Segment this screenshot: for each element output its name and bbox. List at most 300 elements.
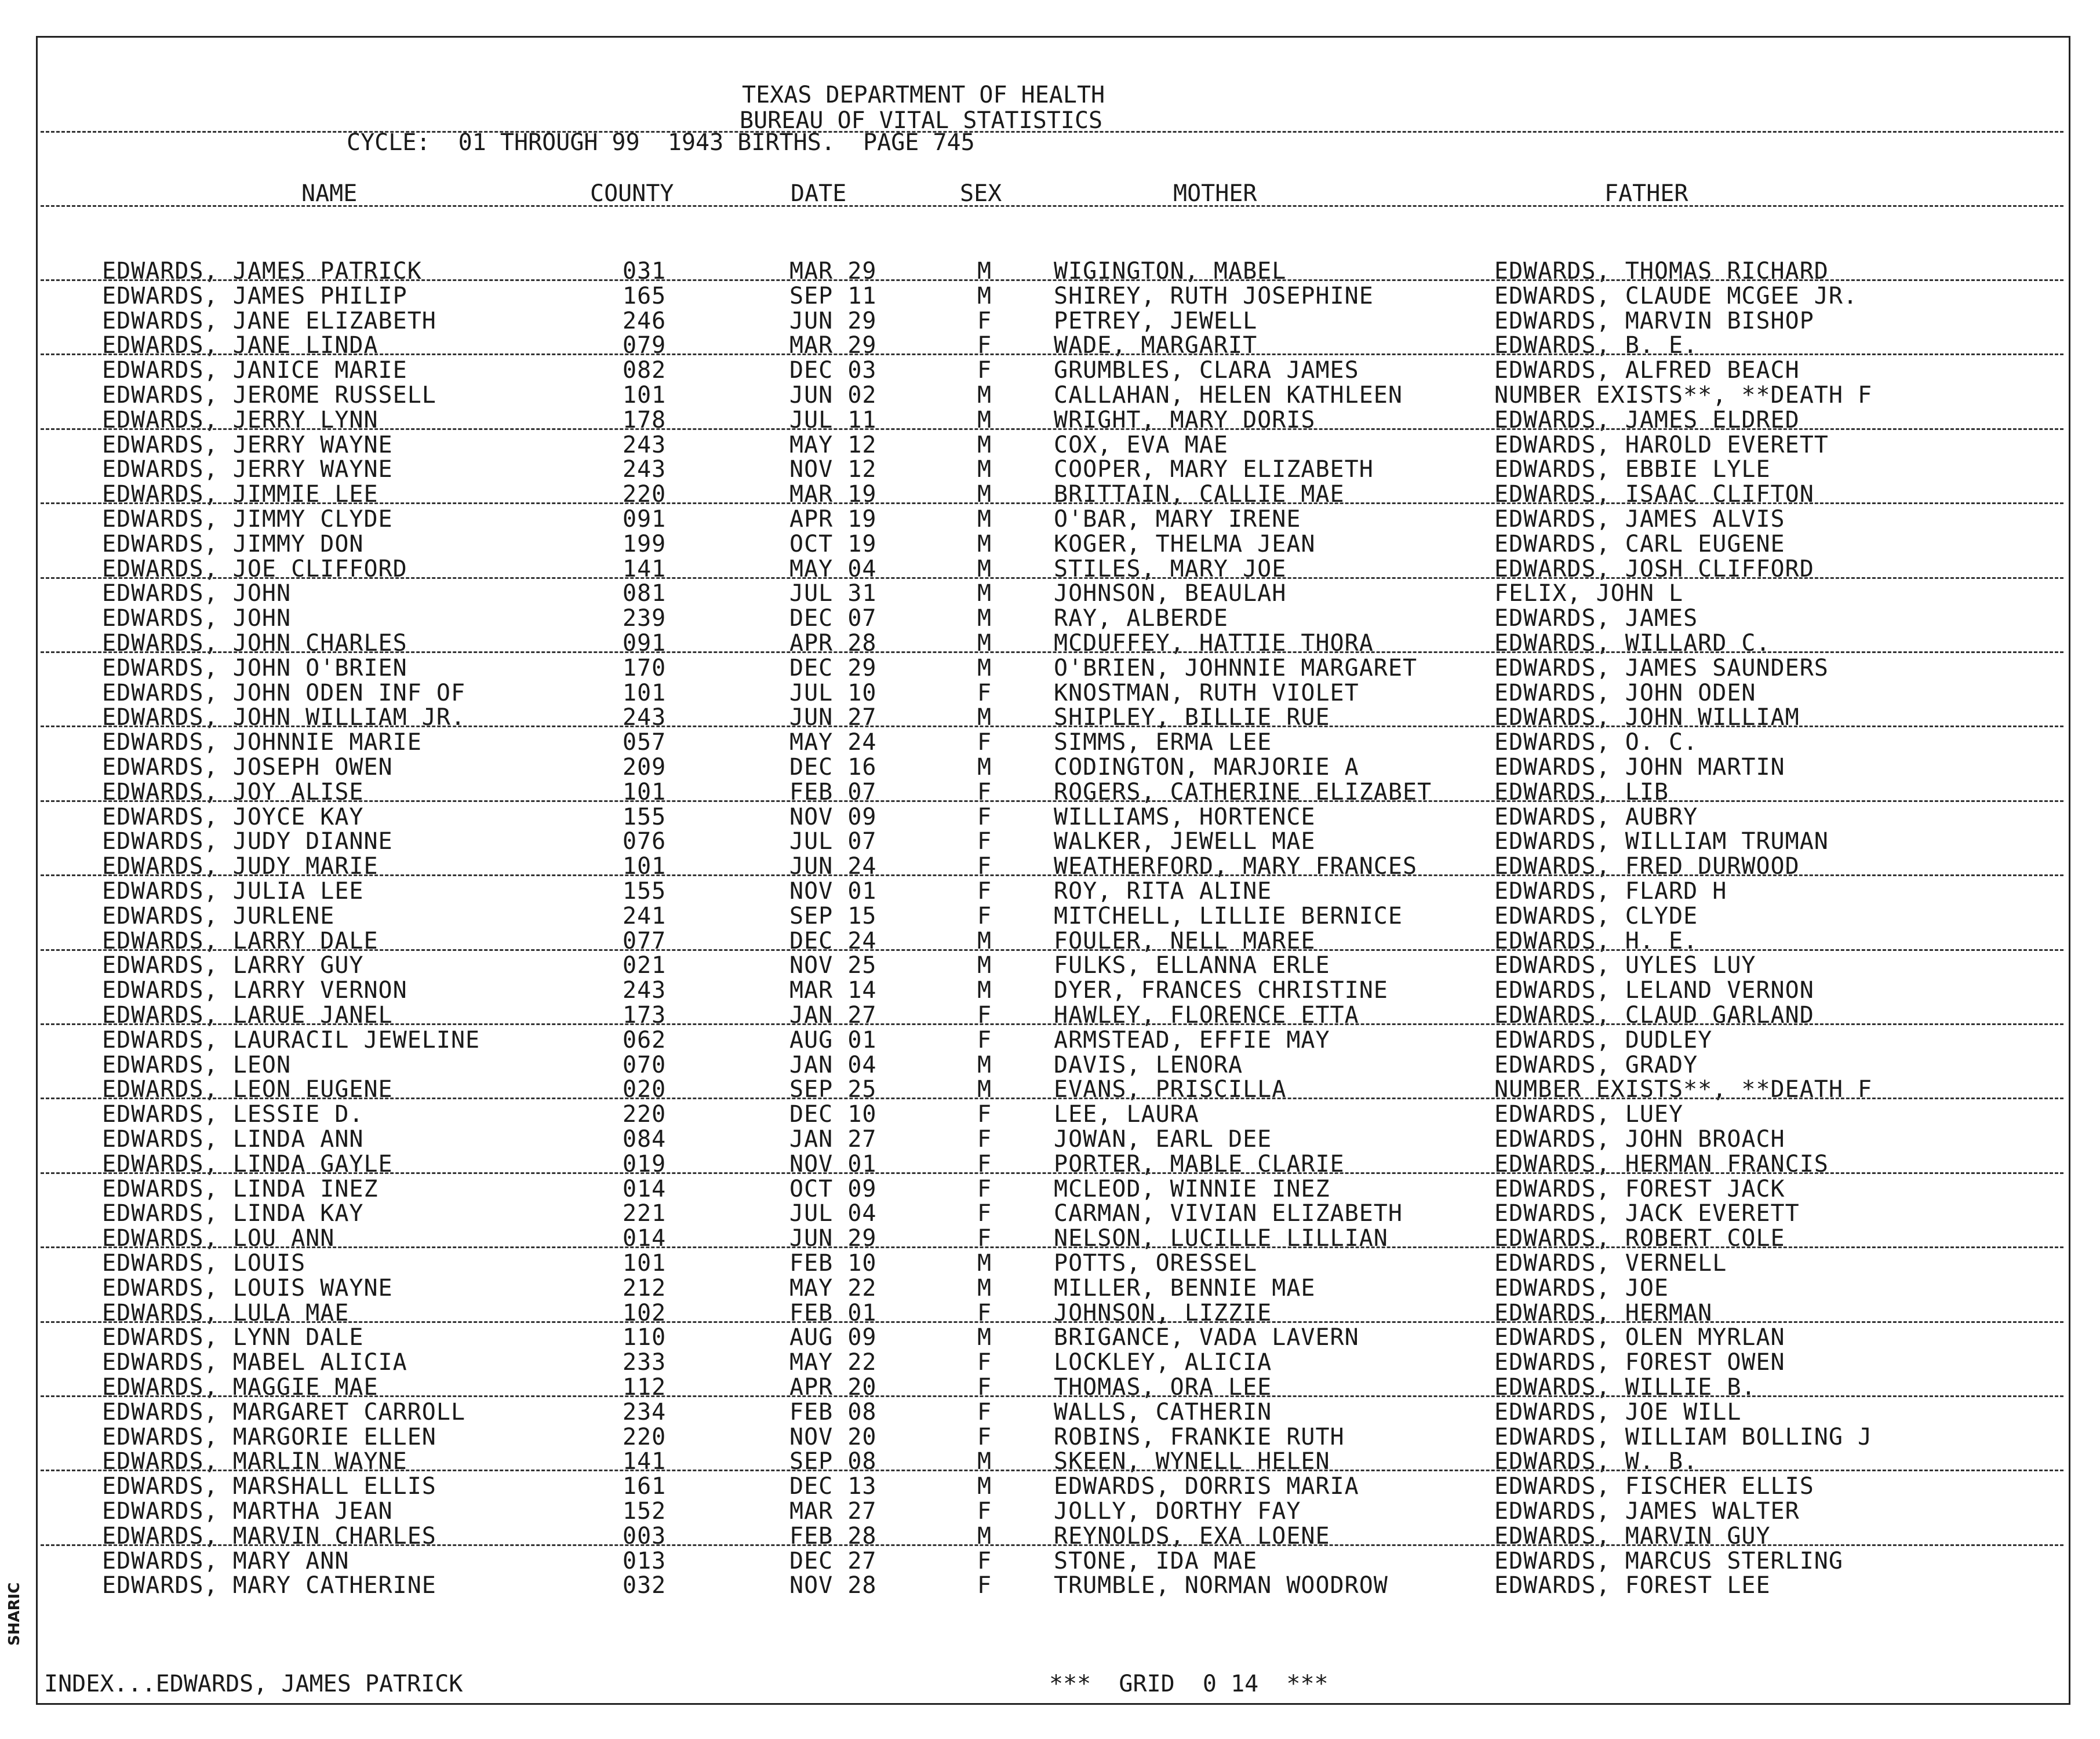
date-cell: JUN 02 [789,382,877,409]
father-cell: EDWARDS, GRADY [1494,1051,1698,1078]
sex-cell: M [977,754,992,781]
sex-cell: M [977,704,992,731]
county-cell: 076 [623,828,667,855]
footer-grid: *** GRID 0 14 *** [1049,1671,1329,1697]
father-cell: EDWARDS, OLEN MYRLAN [1494,1324,1785,1351]
sex-cell: F [977,1398,992,1426]
date-cell: MAY 24 [789,729,877,756]
mother-cell: ROY, RITA ALINE [1054,878,1272,905]
table-row [0,506,2100,532]
row-divider [41,502,2063,504]
name-cell: EDWARDS, JERRY LYNN [102,406,378,433]
county-cell: 070 [623,1051,667,1078]
county-cell: 101 [623,853,667,880]
county-cell: 062 [623,1026,667,1053]
name-cell: EDWARDS, LINDA KAY [102,1200,364,1227]
name-cell: EDWARDS, JAMES PATRICK [102,258,422,285]
date-cell: JUN 29 [789,307,877,334]
date-cell: SEP 11 [789,282,877,309]
date-cell: JUL 10 [789,679,877,706]
father-cell: EDWARDS, JAMES [1494,605,1698,632]
sex-cell: M [977,1250,992,1277]
father-cell: EDWARDS, AUBRY [1494,803,1698,830]
father-cell: EDWARDS, LIB [1494,778,1669,805]
row-divider [41,726,2063,727]
sex-cell: M [977,654,992,681]
name-cell: EDWARDS, LARUE JANEL [102,1002,393,1029]
sex-cell: F [977,1423,992,1450]
name-cell: EDWARDS, JANE ELIZABETH [102,307,436,334]
county-cell: 003 [623,1522,667,1550]
county-cell: 101 [623,1250,667,1277]
county-cell: 091 [623,630,667,657]
date-cell: MAR 14 [789,977,877,1004]
name-cell: EDWARDS, JUDY DIANNE [102,828,393,855]
name-cell: EDWARDS, MARY ANN [102,1547,350,1574]
county-cell: 173 [623,1002,667,1029]
date-cell: MAY 12 [789,431,877,458]
sex-cell: F [977,1572,992,1599]
name-cell: EDWARDS, LESSIE D. [102,1101,364,1128]
mother-cell: EVANS, PRISCILLA [1054,1076,1287,1103]
county-cell: 233 [623,1349,667,1376]
mother-cell: SHIPLEY, BILLIE RUE [1054,704,1330,731]
table-row [0,1573,2100,1598]
date-cell: NOV 28 [789,1572,877,1599]
table-row [0,1275,2100,1301]
mother-cell: COX, EVA MAE [1054,431,1228,458]
county-cell: 031 [623,258,667,285]
mother-cell: WALKER, JEWELL MAE [1054,828,1316,855]
mother-cell: LOCKLEY, ALICIA [1054,1349,1272,1376]
county-cell: 209 [623,754,667,781]
footer-index: INDEX...EDWARDS, JAMES PATRICK [44,1671,463,1697]
name-cell: EDWARDS, LEON [102,1051,292,1078]
sex-cell: F [977,729,992,756]
county-cell: 239 [623,605,667,632]
county-cell: 019 [623,1150,667,1177]
date-cell: DEC 16 [789,754,877,781]
date-cell: MAY 04 [789,555,877,582]
county-cell: 234 [623,1398,667,1426]
sex-cell: F [977,1026,992,1053]
table-row [0,1399,2100,1425]
sex-cell: M [977,406,992,433]
father-cell: EDWARDS, MARVIN GUY [1494,1522,1771,1550]
county-cell: 212 [623,1274,667,1301]
mother-cell: PORTER, MABLE CLARIE [1054,1150,1345,1177]
table-row [0,1424,2100,1450]
table-row [0,382,2100,408]
name-cell: EDWARDS, MARVIN CHARLES [102,1522,436,1550]
name-cell: EDWARDS, LULA MAE [102,1299,350,1326]
father-cell: EDWARDS, FRED DURWOOD [1494,853,1800,880]
sex-cell: F [977,853,992,880]
date-cell: MAY 22 [789,1349,877,1376]
name-cell: EDWARDS, LARRY VERNON [102,977,407,1004]
name-cell: EDWARDS, JIMMIE LEE [102,481,378,508]
table-row [0,581,2100,606]
table-row [0,432,2100,458]
father-cell: EDWARDS, FISCHER ELLIS [1494,1473,1814,1500]
sex-cell: M [977,1274,992,1301]
name-cell: EDWARDS, JOHN ODEN INF OF [102,679,466,706]
father-cell: EDWARDS, MARVIN BISHOP [1494,307,1814,334]
sex-cell: F [977,332,992,359]
name-cell: EDWARDS, LOUIS WAYNE [102,1274,393,1301]
row-divider [41,651,2063,653]
sex-cell: F [977,1126,992,1153]
father-cell: EDWARDS, JAMES SAUNDERS [1494,654,1829,681]
county-cell: 220 [623,1423,667,1450]
father-cell: EDWARDS, O. C. [1494,729,1698,756]
father-cell: EDWARDS, VERNELL [1494,1250,1727,1277]
mother-cell: MCDUFFEY, HATTIE THORA [1054,630,1374,657]
table-row [0,358,2100,383]
county-cell: 199 [623,530,667,557]
mother-cell: WADE, MARGARIT [1054,332,1258,359]
mother-cell: BRITTAIN, CALLIE MAE [1054,481,1345,508]
table-row [0,1027,2100,1053]
county-cell: 161 [623,1473,667,1500]
name-cell: EDWARDS, JURLENE [102,902,335,929]
sex-cell: M [977,1522,992,1550]
county-cell: 170 [623,654,667,681]
date-cell: MAR 19 [789,481,877,508]
county-cell: 178 [623,406,667,433]
mother-cell: CODINGTON, MARJORIE A [1054,754,1359,781]
mother-cell: NELSON, LUCILLE LILLIAN [1054,1225,1388,1252]
row-divider [41,1395,2063,1397]
sex-cell: M [977,382,992,409]
table-row [0,1176,2100,1202]
date-cell: FEB 28 [789,1522,877,1550]
date-cell: AUG 01 [789,1026,877,1053]
name-cell: EDWARDS, JOHN CHARLES [102,630,407,657]
father-cell: EDWARDS, CLYDE [1494,902,1698,929]
side-label: SHARIC [6,1582,23,1646]
sex-cell: F [977,803,992,830]
father-cell: EDWARDS, JACK EVERETT [1494,1200,1800,1227]
sex-cell: M [977,555,992,582]
father-cell: EDWARDS, JOHN MARTIN [1494,754,1785,781]
mother-cell: JOHNSON, LIZZIE [1054,1299,1272,1326]
sex-cell: M [977,952,992,979]
county-cell: 112 [623,1374,667,1401]
row-divider [41,279,2063,281]
row-divider [41,577,2063,579]
date-cell: APR 28 [789,630,877,657]
county-cell: 101 [623,778,667,805]
sex-cell: F [977,1002,992,1029]
date-cell: NOV 01 [789,1150,877,1177]
name-cell: EDWARDS, JIMMY CLYDE [102,506,393,533]
mother-cell: KNOSTMAN, RUTH VIOLET [1054,679,1359,706]
mother-cell: COOPER, MARY ELIZABETH [1054,456,1374,483]
county-cell: 243 [623,431,667,458]
name-cell: EDWARDS, JOHN [102,605,292,632]
mother-cell: DAVIS, LENORA [1054,1051,1243,1078]
mother-cell: KOGER, THELMA JEAN [1054,530,1316,557]
row-divider [41,1172,2063,1174]
date-cell: OCT 09 [789,1175,877,1202]
row-divider [41,353,2063,355]
name-cell: EDWARDS, JOHNNIE MARIE [102,729,422,756]
date-cell: NOV 01 [789,878,877,905]
column-header-father: FATHER [1604,180,1688,207]
county-cell: 084 [623,1126,667,1153]
father-cell: EDWARDS, DUDLEY [1494,1026,1713,1053]
mother-cell: JOHNSON, BEAULAH [1054,580,1287,607]
sex-cell: M [977,530,992,557]
date-cell: JAN 27 [789,1002,877,1029]
mother-cell: O'BRIEN, JOHNNIE MARGARET [1054,654,1418,681]
row-divider [41,1246,2063,1248]
sex-cell: F [977,1547,992,1574]
table-row [0,730,2100,755]
name-cell: EDWARDS, LINDA INEZ [102,1175,378,1202]
table-row [0,878,2100,904]
name-cell: EDWARDS, MABEL ALICIA [102,1349,407,1376]
table-row [0,1052,2100,1078]
father-cell: EDWARDS, JAMES ELDRED [1494,406,1800,433]
table-row [0,1126,2100,1152]
row-divider [41,1098,2063,1099]
county-cell: 057 [623,729,667,756]
mother-cell: MILLER, BENNIE MAE [1054,1274,1316,1301]
mother-cell: GRUMBLES, CLARA JAMES [1054,357,1359,384]
date-cell: SEP 25 [789,1076,877,1103]
county-cell: 243 [623,456,667,483]
mother-cell: JOLLY, DORTHY FAY [1054,1498,1301,1525]
name-cell: EDWARDS, JANE LINDA [102,332,378,359]
date-cell: MAR 29 [789,332,877,359]
county-cell: 101 [623,382,667,409]
sex-cell: F [977,679,992,706]
date-cell: DEC 24 [789,927,877,954]
sex-cell: M [977,456,992,483]
date-cell: JUL 07 [789,828,877,855]
name-cell: EDWARDS, LAURACIL JEWELINE [102,1026,481,1053]
mother-cell: MITCHELL, LILLIE BERNICE [1054,902,1403,929]
table-row [0,1102,2100,1127]
father-cell: EDWARDS, JOHN WILLIAM [1494,704,1800,731]
table-row [0,1474,2100,1499]
sex-cell: M [977,1076,992,1103]
name-cell: EDWARDS, JULIA LEE [102,878,364,905]
table-row [0,804,2100,830]
mother-cell: REYNOLDS, EXA LOENE [1054,1522,1330,1550]
name-cell: EDWARDS, MARTHA JEAN [102,1498,393,1525]
mother-cell: FULKS, ELLANNA ERLE [1054,952,1330,979]
table-row [0,953,2100,978]
county-cell: 082 [623,357,667,384]
date-cell: NOV 12 [789,456,877,483]
sex-cell: F [977,1200,992,1227]
father-cell: EDWARDS, JAMES ALVIS [1494,506,1785,533]
county-cell: 102 [623,1299,667,1326]
mother-cell: EDWARDS, DORRIS MARIA [1054,1473,1359,1500]
name-cell: EDWARDS, JEROME RUSSELL [102,382,436,409]
county-cell: 165 [623,282,667,309]
father-cell: EDWARDS, FLARD H [1494,878,1727,905]
table-row [0,829,2100,854]
column-header-mother: MOTHER [1173,180,1257,207]
mother-cell: CARMAN, VIVIAN ELIZABETH [1054,1200,1403,1227]
name-cell: EDWARDS, LINDA ANN [102,1126,364,1153]
father-cell: EDWARDS, MARCUS STERLING [1494,1547,1843,1574]
date-cell: SEP 08 [789,1448,877,1475]
father-cell: EDWARDS, H. E. [1494,927,1698,954]
date-cell: NOV 20 [789,1423,877,1450]
table-row [0,1499,2100,1524]
father-cell: EDWARDS, FOREST OWEN [1494,1349,1785,1376]
mother-cell: MCLEOD, WINNIE INEZ [1054,1175,1330,1202]
row-divider [41,874,2063,876]
county-cell: 152 [623,1498,667,1525]
name-cell: EDWARDS, MAGGIE MAE [102,1374,378,1401]
name-cell: EDWARDS, JERRY WAYNE [102,456,393,483]
name-cell: EDWARDS, JOHN O'BRIEN [102,654,407,681]
mother-cell: WRIGHT, MARY DORIS [1054,406,1316,433]
county-cell: 014 [623,1225,667,1252]
father-cell: NUMBER EXISTS**, **DEATH F [1494,1076,1873,1103]
county-cell: 014 [623,1175,667,1202]
name-cell: EDWARDS, MARGORIE ELLEN [102,1423,436,1450]
date-cell: DEC 07 [789,605,877,632]
father-cell: EDWARDS, JOHN BROACH [1494,1126,1785,1153]
county-cell: 141 [623,555,667,582]
row-divider [41,800,2063,802]
date-cell: JAN 27 [789,1126,877,1153]
name-cell: EDWARDS, JOHN WILLIAM JR. [102,704,466,731]
name-cell: EDWARDS, JOHN [102,580,292,607]
sex-cell: F [977,878,992,905]
county-cell: 020 [623,1076,667,1103]
date-cell: JUL 11 [789,406,877,433]
table-row [0,754,2100,780]
name-cell: EDWARDS, MARGARET CARROLL [102,1398,466,1426]
name-cell: EDWARDS, JOYCE KAY [102,803,364,830]
father-cell: EDWARDS, CARL EUGENE [1494,530,1785,557]
column-header-sex: SEX [960,180,1002,207]
table-row [0,1201,2100,1226]
header-bureau: BUREAU OF VITAL STATISTICS [740,107,1103,134]
name-cell: EDWARDS, JIMMY DON [102,530,364,557]
table-row [0,1350,2100,1375]
mother-cell: WILLIAMS, HORTENCE [1054,803,1316,830]
name-cell: EDWARDS, LEON EUGENE [102,1076,393,1103]
county-cell: 220 [623,481,667,508]
name-cell: EDWARDS, MARLIN WAYNE [102,1448,407,1475]
county-cell: 155 [623,878,667,905]
date-cell: FEB 01 [789,1299,877,1326]
sex-cell: F [977,1225,992,1252]
date-cell: SEP 15 [789,902,877,929]
date-cell: DEC 13 [789,1473,877,1500]
sex-cell: M [977,927,992,954]
sex-cell: M [977,481,992,508]
father-cell: FELIX, JOHN L [1494,580,1684,607]
mother-cell: WIGINGTON, MABEL [1054,258,1287,285]
sex-cell: F [977,828,992,855]
father-cell: EDWARDS, JAMES WALTER [1494,1498,1800,1525]
column-header-county: COUNTY [590,180,674,207]
date-cell: JUN 24 [789,853,877,880]
sex-cell: M [977,977,992,1004]
county-cell: 243 [623,704,667,731]
table-row [0,308,2100,334]
date-cell: FEB 07 [789,778,877,805]
county-cell: 081 [623,580,667,607]
sex-cell: M [977,282,992,309]
mother-cell: TRUMBLE, NORMAN WOODROW [1054,1572,1388,1599]
date-cell: DEC 10 [789,1101,877,1128]
name-cell: EDWARDS, JANICE MARIE [102,357,407,384]
father-cell: EDWARDS, JOHN ODEN [1494,679,1756,706]
father-cell: EDWARDS, WILLARD C. [1494,630,1771,657]
father-cell: EDWARDS, THOMAS RICHARD [1494,258,1829,285]
county-cell: 155 [623,803,667,830]
sex-cell: F [977,1299,992,1326]
mother-cell: O'BAR, MARY IRENE [1054,506,1301,533]
sex-cell: F [977,1498,992,1525]
name-cell: EDWARDS, MARY CATHERINE [102,1572,436,1599]
table-row [0,978,2100,1003]
father-cell: EDWARDS, WILLIAM BOLLING J [1494,1423,1873,1450]
county-cell: 243 [623,977,667,1004]
row-divider [41,1321,2063,1323]
father-cell: EDWARDS, UYLES LUY [1494,952,1756,979]
mother-cell: SKEEN, WYNELL HELEN [1054,1448,1330,1475]
father-cell: EDWARDS, FOREST JACK [1494,1175,1785,1202]
date-cell: MAY 22 [789,1274,877,1301]
table-row [0,1251,2100,1276]
sex-cell: M [977,506,992,533]
sex-cell: F [977,307,992,334]
father-cell: EDWARDS, WILLIAM TRUMAN [1494,828,1829,855]
sex-cell: M [977,1051,992,1078]
mother-cell: FOULER, NELL MAREE [1054,927,1316,954]
mother-cell: ROGERS, CATHERINE ELIZABET [1054,778,1432,805]
county-cell: 091 [623,506,667,533]
mother-cell: LEE, LAURA [1054,1101,1199,1128]
county-cell: 021 [623,952,667,979]
father-cell: EDWARDS, HERMAN [1494,1299,1713,1326]
father-cell: EDWARDS, JOE WILL [1494,1398,1742,1426]
name-cell: EDWARDS, MARSHALL ELLIS [102,1473,436,1500]
name-cell: EDWARDS, LYNN DALE [102,1324,364,1351]
date-cell: JUN 29 [789,1225,877,1252]
mother-cell: CALLAHAN, HELEN KATHLEEN [1054,382,1403,409]
father-cell: EDWARDS, LUEY [1494,1101,1684,1128]
county-cell: 241 [623,902,667,929]
date-cell: MAR 27 [789,1498,877,1525]
date-cell: FEB 10 [789,1250,877,1277]
mother-cell: STONE, IDA MAE [1054,1547,1258,1574]
father-cell: EDWARDS, B. E. [1494,332,1698,359]
father-cell: EDWARDS, CLAUD GARLAND [1494,1002,1814,1029]
mother-cell: DYER, FRANCES CHRISTINE [1054,977,1388,1004]
name-cell: EDWARDS, JUDY MARIE [102,853,378,880]
date-cell: JAN 04 [789,1051,877,1078]
mother-cell: THOMAS, ORA LEE [1054,1374,1272,1401]
county-cell: 221 [623,1200,667,1227]
sex-cell: M [977,1473,992,1500]
sex-cell: F [977,1150,992,1177]
sex-cell: F [977,1374,992,1401]
table-row [0,1325,2100,1350]
